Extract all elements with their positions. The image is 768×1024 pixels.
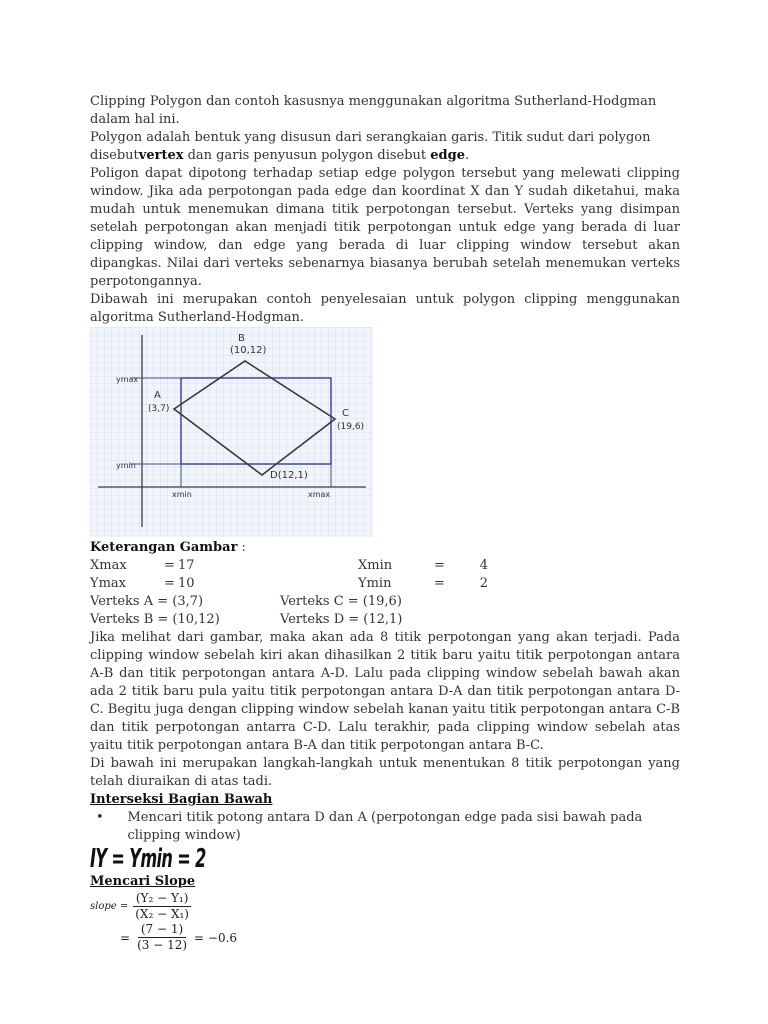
calc-numerator: (7 − 1): [138, 922, 186, 938]
vertex-b: Verteks B = (10,12): [90, 612, 220, 627]
slope-calc: [90, 922, 680, 953]
vertex-row-2: [90, 611, 680, 629]
label-c: C: [342, 408, 349, 419]
label-b-coord: (10,12): [230, 345, 267, 356]
bounds-row-y: [90, 575, 680, 593]
bullet-text: Mencari titik potong antara D dan A (perpotongan edge pada sisi bawah pada clipping window): [127, 810, 643, 843]
vertex-d: Verteks D = (12,1): [280, 612, 403, 627]
equals-sign: =: [120, 930, 131, 945]
diagram-svg: [90, 327, 373, 537]
label-d: D(12,1): [270, 470, 308, 481]
text-span: Polygon adalah bentuk yang disusun dari serangkaian garis. Titik sudut dari polygon disebut: [90, 130, 651, 163]
example-intro: Dibawah ini merupakan contoh penyelesaian untuk polygon clipping menggunakan algoritma Sutherland-Hodgman.: [90, 292, 680, 325]
slope-denominator: (X₂ − X₁): [135, 907, 189, 921]
xmin-value: 4: [479, 558, 488, 573]
ymin-value: 2: [479, 576, 488, 591]
vertex-c: Verteks C = (19,6): [280, 594, 402, 609]
xmax-label: Xmax: [90, 558, 127, 573]
label-xmax: xmax: [308, 490, 331, 499]
bullet-dot: •: [96, 810, 104, 825]
vertex-a: Verteks A = (3,7): [90, 594, 204, 609]
keterangan-colon: :: [237, 540, 246, 555]
ymax-value: 10: [178, 576, 195, 591]
clipping-explanation: Poligon dapat dipotong terhadap setiap edge polygon tersebut yang melewati clipping window. Jika ada perpotongan pada edge dan koordinat X dan Y sudah diketahui, maka mudah untuk menemukan dimana titik perpotongan tersebut. Verteks yang disimpan setelah perpotongan akan menjadi titik perpotongan untuk edge yang berada di luar clipping window, dan edge yang berada di luar clipping window tersebut akan dipangkas. Nilai dari verteks sebenarnya biasanya berubah setelah menemukan verteks perpotongannya.: [90, 166, 680, 289]
ymax-eq: =: [164, 576, 175, 591]
polygon-definition: [90, 129, 680, 165]
document-page: [90, 93, 680, 953]
xmin-label: Xmin: [358, 558, 393, 573]
xmin-eq: =: [434, 558, 445, 573]
ymax-label: Ymax: [90, 576, 126, 591]
label-a: A: [154, 390, 161, 401]
text-span: dan garis penyusun polygon disebut: [183, 148, 431, 163]
intro-line: Clipping Polygon dan contoh kasusnya menggunakan algoritma Sutherland-Hodgman dalam hal ini.: [90, 94, 657, 127]
label-c-coord: (19,6): [337, 422, 365, 432]
slope-fraction: [132, 891, 192, 922]
slope-heading: Mencari Slope: [90, 874, 196, 889]
bullet-item: [90, 809, 680, 845]
label-b: B: [238, 333, 245, 344]
intersection-explanation: Jika melihat dari gambar, maka akan ada 8 titik perpotongan yang akan terjadi. Pada clipping window sebelah kiri akan dihasilkan 2 titik baru yaitu titik perpotongan antara A-B dan titik perpotongan antara A-D. Lalu pada clipping window sebelah bawah akan ada 2 titik baru pula yaitu titik perpotongan antara D-A dan titik perpotongan antara D-C. Begitu juga dengan clipping window sebelah kanan yaitu titik perpotongan antara C-B dan titik perpotongan antarra C-D. Lalu terakhir, pada clipping window sebelah atas yaitu titik perpotongan antara B-A dan titik perpotongan antara B-C.: [90, 630, 680, 753]
steps-intro: Di bawah ini merupakan langkah-langkah untuk menentukan 8 titik perpotongan yang telah diuraikan di atas tadi.: [90, 756, 680, 789]
clipping-diagram: [90, 327, 373, 537]
label-ymin: ymin: [116, 461, 136, 470]
ymin-label: Ymin: [358, 576, 392, 591]
term-vertex: vertex: [138, 148, 184, 163]
slope-numerator: (Y₂ − Y₁): [133, 891, 192, 907]
calc-denominator: (3 − 12): [137, 938, 188, 952]
slope-formula: [90, 891, 680, 922]
xmax-value: 17: [178, 558, 195, 573]
keterangan-title: Keterangan Gambar: [90, 540, 238, 555]
formula-iy: IY = Ymin = 2: [90, 844, 206, 874]
label-a-coord: (3,7): [148, 404, 170, 414]
slope-label: slope =: [90, 901, 129, 912]
ymin-eq: =: [434, 576, 445, 591]
vertex-row-1: [90, 593, 680, 611]
keterangan-heading: [90, 539, 680, 557]
label-ymax: ymax: [116, 375, 139, 384]
text-span: .: [465, 148, 470, 163]
calc-result: = −0.6: [194, 930, 238, 945]
calc-fraction: [134, 922, 190, 953]
label-xmin: xmin: [172, 490, 192, 499]
bounds-row-x: [90, 557, 680, 575]
section-heading-bottom: Interseksi Bagian Bawah: [90, 792, 273, 807]
xmax-eq: =: [164, 558, 175, 573]
term-edge: edge: [430, 148, 466, 163]
